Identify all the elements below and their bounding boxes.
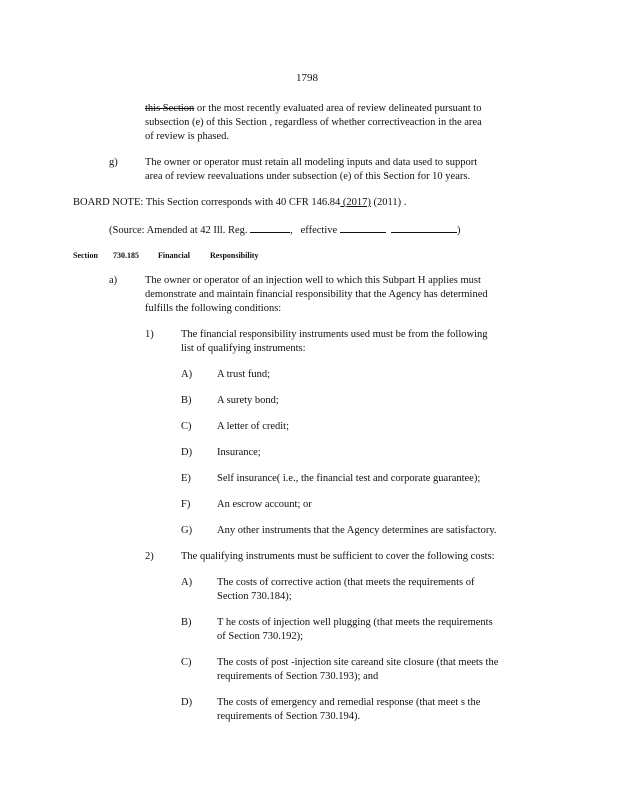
item-1-line: The financial responsibility instruments used must be from the following [181,329,488,340]
board-note-suffix: (2011) . [370,197,407,208]
instrument-text: An escrow account; or [217,499,312,510]
instrument-label: C) [181,421,192,432]
item-label-2: 2) [145,551,154,562]
cost-text: T he costs of injection well plugging (that meets the requirements [217,617,493,628]
cost-label: B) [181,617,192,628]
deleted-text: this Section [145,103,195,114]
blank-line [250,222,290,233]
board-note [73,196,406,209]
instrument-label: A) [181,369,193,380]
instrument-text: A surety bond; [217,395,279,406]
source-close: ) [457,225,461,236]
cost-label: A) [181,577,193,588]
item-a-line: The owner or operator of an injection well to which this Subpart H applies must [145,275,481,286]
cost-text: requirements of Section 730.193); and [217,671,379,682]
item-label-a: a) [109,275,118,286]
item-1-line: list of qualifying instruments: [181,343,306,354]
instrument-label: E) [181,473,191,484]
paragraph-line: subsection (e) of this Section , regardless of whether correctiveaction in the area [145,117,482,128]
source-comma: , [290,225,293,236]
section-word: Section [73,251,98,260]
cost-text: The costs of emergency and remedial response (that meet s the [217,697,481,708]
instrument-text: A letter of credit; [217,421,290,432]
cost-label: C) [181,657,192,668]
instrument-label: F) [181,499,191,510]
instrument-text: Insurance; [217,447,261,458]
item-g-line: The owner or operator must retain all modeling inputs and data used to support [145,157,478,168]
section-title-word: Financial [158,251,191,260]
item-a-line: demonstrate and maintain financial responsibility that the Agency has determined [145,289,488,300]
instrument-text: Self insurance( i.e., the financial test and corporate guarantee); [217,473,481,484]
cost-label: D) [181,697,193,708]
paragraph-line [145,102,481,115]
page-number: 1798 [296,72,318,84]
source-note [109,222,461,237]
instrument-text: A trust fund; [217,369,271,380]
cost-text: of Section 730.192); [217,631,304,642]
item-a-line: fulfills the following conditions: [145,303,282,314]
item-g-line: area of review reevaluations under subsection (e) of this Section for 10 years. [145,171,471,182]
board-note-text: BOARD NOTE: This Section corresponds with 40 CFR 146.84 [73,197,341,208]
cost-text: requirements of Section 730.194). [217,711,361,722]
inserted-text: (2017) [340,197,371,208]
blank-line [391,222,457,233]
cost-text: Section 730.184); [217,591,292,602]
instrument-text: Any other instruments that the Agency determines are satisfactory. [217,525,497,536]
cost-text: The costs of corrective action (that meets the requirements of [217,577,475,588]
blank-line [340,222,386,233]
cost-text: The costs of post -injection site careand site closure (that meets the [217,657,499,668]
item-2-line: The qualifying instruments must be sufficient to cover the following costs: [181,551,495,562]
instrument-label: D) [181,447,193,458]
instrument-label: B) [181,395,192,406]
instrument-label: G) [181,525,193,536]
item-label-g: g) [109,157,118,168]
section-title-word: Responsibility [210,251,259,260]
source-text: (Source: Amended at 42 Ill. Reg. [109,225,248,236]
section-number: 730.185 [113,251,139,260]
paragraph-text: or the most recently evaluated area of review delineated pursuant to [194,103,482,114]
source-effective: effective [300,225,338,236]
item-label-1: 1) [145,329,154,340]
paragraph-line: of review is phased. [145,131,229,142]
